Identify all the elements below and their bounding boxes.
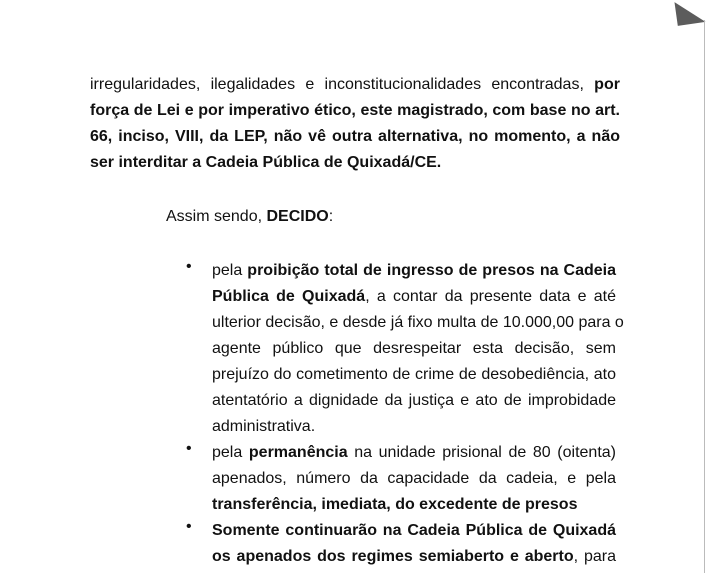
text: pela <box>212 444 249 461</box>
paragraph-conclusion <box>90 72 620 176</box>
text: , para <box>573 548 616 565</box>
word: irregularidades, <box>90 76 201 93</box>
paragraph-line-4: ser interditar a Cadeia Pública de Quixadá/CE. <box>90 154 442 171</box>
paragraph-line-1 <box>90 72 620 98</box>
item-line: atentatório a dignidade da justiça e ato de improbidade <box>212 392 616 409</box>
bullet-icon: • <box>186 518 192 535</box>
text: pela <box>212 262 248 279</box>
item-line: agente público que desrespeitar esta decisão, sem <box>212 340 616 357</box>
list-item-text <box>212 518 616 570</box>
item-line: apenados, número da capacidade da cadeia, e pela <box>212 470 616 487</box>
item-line <box>212 258 616 284</box>
text-bold: proibição total de ingresso de presos na Cadeia <box>247 262 616 279</box>
decision-prefix: Assim sendo, <box>166 208 267 225</box>
decision-heading <box>166 208 333 226</box>
list-item-text <box>212 440 616 518</box>
word: encontradas, <box>491 76 584 93</box>
paragraph-line-2: força de Lei e por imperativo ético, este magistrado, com base no art. <box>90 102 620 119</box>
paragraph-line-3: 66, inciso, VIII, da LEP, não vê outra alternativa, no momento, a não <box>90 128 620 145</box>
text-bold: permanência <box>248 444 348 461</box>
text: , a contar da presente data e até <box>365 288 616 305</box>
bullet-icon: • <box>186 258 192 275</box>
decision-suffix: : <box>328 208 334 225</box>
text-bold: os apenados dos regimes semiaberto e aberto <box>212 548 574 565</box>
word: inconstitucionalidades <box>324 76 482 93</box>
item-line <box>212 544 616 570</box>
decision-word: DECIDO <box>266 208 329 225</box>
word-bold: por <box>594 76 620 93</box>
item-line <box>212 440 616 466</box>
item-line: ulterior decisão, e desde já fixo multa de 10.000,00 para o <box>212 314 624 331</box>
item-line: administrativa. <box>212 418 316 435</box>
page-edge <box>704 20 705 573</box>
list-item-text <box>212 258 624 440</box>
word: ilegalidades <box>210 76 296 93</box>
page-corner-fold-icon <box>674 0 705 26</box>
bullet-icon: • <box>186 440 192 457</box>
item-line-bold: Somente continuarão na Cadeia Pública de Quixadá <box>212 522 616 539</box>
item-line-bold: transferência, imediata, do excedente de presos <box>212 496 578 513</box>
word: e <box>305 76 315 93</box>
text-bold: Pública de Quixadá <box>212 288 366 305</box>
item-line: prejuízo do cometimento de crime de desobediência, ato <box>212 366 616 383</box>
item-line <box>212 284 616 310</box>
text: na unidade prisional de 80 (oitenta) <box>347 444 616 461</box>
